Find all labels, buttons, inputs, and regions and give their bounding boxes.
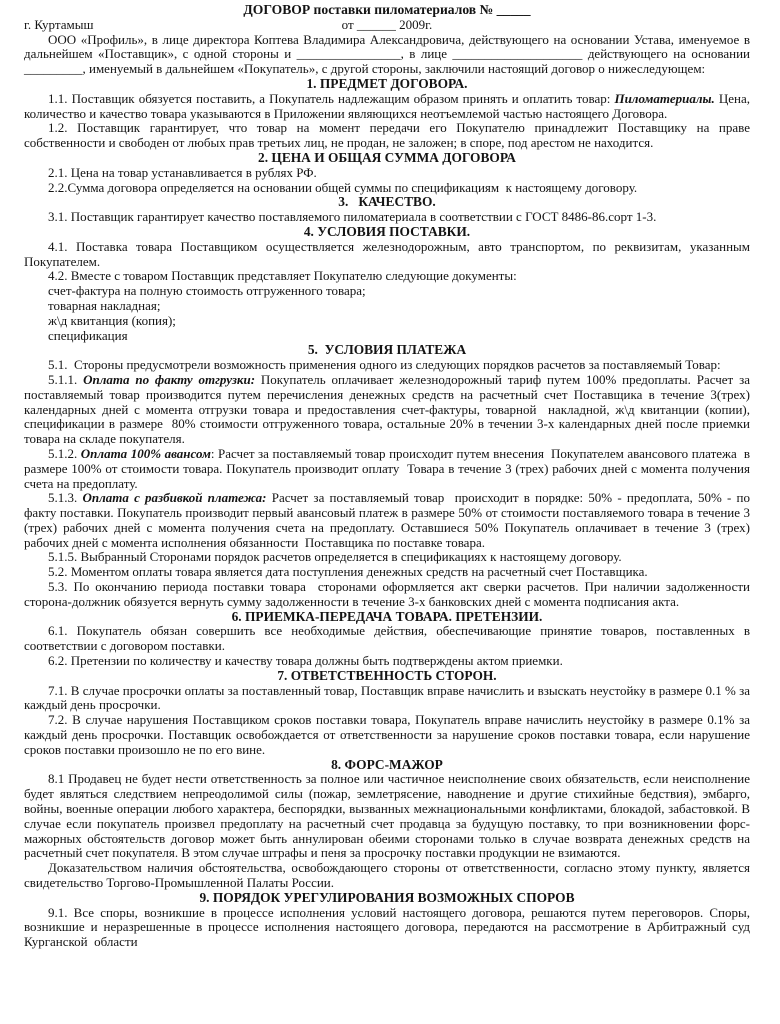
heading-section-1: 1. ПРЕДМЕТ ДОГОВОРА.: [306, 75, 468, 91]
document-list-item-3: [24, 314, 750, 329]
heading-section-3: 3. КАЧЕСТВО.: [338, 194, 436, 210]
paragraph-text: Цена, количество и качество товара указываются в Приложении являющихся неотъемлемой частью настоящего Договора.: [24, 90, 754, 121]
paragraph-text: товарная накладная;: [48, 297, 161, 313]
clause-5-3: [24, 579, 754, 610]
paragraph-text: 7.2. В случае нарушения Поставщиком сроков поставки товара, Покупатель вправе начислить неустойку в размере 0.1% за каждый день просрочки. Поставщик освобождается от ответственности за нарушение сроков поставки товара, если нарушение сроков поставки произошло не по его вине.: [24, 712, 754, 757]
paragraph-text: 5.1.5. Выбранный Сторонами порядок расчетов определяется в спецификациях к настоящему договору.: [48, 549, 622, 565]
heading-section-6: 6. ПРИЕМКА-ПЕРЕДАЧА ТОВАРА. ПРЕТЕНЗИИ.: [231, 608, 543, 624]
paragraph-text: 5.2. Моментом оплаты товара является дата поступления денежных средств на расчетный счет Поставщика.: [48, 564, 648, 580]
paragraph-text: 8.1 Продавец не будет нести ответственность за полное или частичное неисполнение своих обязательств, если неисполнение будет являться следствием непреодолимой силы (пожар, землетрясение, наводнение и другие стихийные бедствия), эмбарго, войны, военные операции любого характера, беспорядки, вызванных межнациональными конфликтами, блокадой, забастовкой. В случае если покупатель произвел предоплату на расчетный счет продавца за будущую поставку, то при возникновении форс-мажорных обстоятельств договор может быть аннулирован обеими сторонами только в случае возврата денежных средств на расчетный счет покупателя. В этом случае штрафы и пеня за просрочку поставки продукции не взимаются.: [24, 771, 754, 861]
paragraph-text: 5.3. По окончанию периода поставки товара сторонами оформляется акт сверки расчетов. При наличии задолженности сторона-должник обязуется вернуть сумму задолженности в течение 3-х банковских дней с момента подписания акта.: [24, 579, 754, 609]
paragraph-text: 7.1. В случае просрочки оплаты за поставленный товар, Поставщик вправе начислить и взыскать неустойку в размере 0.1 % за каждый день просрочки.: [24, 682, 754, 713]
paragraph-text: ж\д квитанция (копия);: [48, 312, 176, 328]
paragraph-text: Покупатель оплачивает железнодорожный тариф путем 100% предоплаты. Расчет за поставляемый товар производится путем перечисления денежных средств на расчетный счет Поставщика в течение 3(трех) календарных дней с момента отгрузки товара и предоставления счет-фактуры, товарной накладной, ж\д квитанции (копии), спецификации в размере 80% стоимости отгруженного товара, остальные 20% в течении 3-х календарных дней после приемки товара на складе покупателя.: [24, 371, 754, 447]
paragraph-text: 1.1. Поставщик обязуется поставить, а Покупатель надлежащим образом принять и оплатить товар:: [48, 90, 615, 106]
paragraph-text: Оплата с разбивкой платежа:: [82, 490, 267, 506]
city-label: г. Куртамыш: [24, 16, 94, 32]
heading-section-4: 4. УСЛОВИЯ ПОСТАВКИ.: [303, 223, 471, 239]
clause-1-2: [24, 120, 754, 151]
paragraph-text: 6.2. Претензии по количеству и качеству товара должны быть подтверждены актом приемки.: [48, 653, 563, 669]
paragraph-text: 4.1. Поставка товара Поставщиком осуществляется железнодорожным, авто транспортом, по реквизитам, указанным Покупателем.: [24, 238, 754, 269]
paragraph-text: Оплата по факту отгрузки:: [83, 371, 256, 387]
paragraph-text: 1.2. Поставщик гарантирует, что товар на момент передачи его Покупателю принадлежит Поставщику на праве собственности и свободен от любых прав третьих лиц, не продан, не заложен; в споре, под арестом не находится.: [24, 120, 754, 151]
clause-4-2: [24, 269, 750, 284]
clause-2-1: [24, 166, 750, 181]
paragraph-text: 5.1.3.: [48, 490, 83, 506]
paragraph-text: Оплата 100% авансом: [80, 445, 211, 461]
paragraph-text: Доказательством наличия обстоятельства, освобождающего стороны от ответственности, согласно этому пункту, является свидетельство Торгово-Промышленной Палаты России.: [24, 860, 754, 891]
paragraph-text: 2.2.Сумма договора определяется на основании общей суммы по спецификациям к настоящему договору.: [48, 179, 638, 195]
paragraph-text: 5.1.2.: [48, 445, 81, 461]
paragraph-text: спецификация: [48, 327, 128, 343]
document-list-item-1: [24, 284, 750, 299]
paragraph-text: 2.1. Цена на товар устанавливается в рублях РФ.: [48, 164, 317, 180]
heading-section-8: 8. ФОРС-МАЖОР: [331, 756, 443, 772]
clause-9-1: [24, 904, 754, 950]
city-date-line: [24, 18, 750, 33]
heading-section-5: 5. УСЛОВИЯ ПЛАТЕЖА: [307, 342, 467, 358]
clause-5-1-1: [24, 371, 754, 447]
contract-title: ДОГОВОР поставки пиломатериалов № _____: [243, 2, 531, 17]
clause-6-1: [24, 623, 754, 654]
clause-7-2: [24, 712, 754, 757]
paragraph-text: Расчет за поставляемый товар происходит в порядке: 50% - предоплата, 50% - по факту поставки. Покупатель производит первый авансовый платеж в размере 50% от стоимости поставляемого товара в течение 3 (трех) рабочих дней с момента получения счета на предоплату. Оставшиеся 50% Покупатель оплачивает в течение 3 (трех) рабочих дней с момента исполнения обязанности Поставщика по поставке товара.: [24, 490, 754, 550]
paragraph-text: 4.2. Вместе с товаром Поставщик представляет Покупателю следующие документы:: [48, 268, 517, 284]
paragraph-text: ООО «Профиль», в лице директора Коптева Владимира Александровича, действующего на основании Устава, именуемое в дальнейшем «Поставщик», с одной стороны и ________________, в лице ____________________ действующего на основании _________, именуемый в дальнейшем «Покупатель», с другой стороны, заключили настоящий договор о нижеследующем:: [24, 31, 754, 77]
paragraph-text: 9.1. Все споры, возникшие в процессе исполнения условий настоящего договора, решаются путем переговоров. Споры, возникшие и неразрешенные в процессе исполнения настоящего договора, передаются на рассмотрение в Арбитражный суд Курганской области: [24, 904, 754, 950]
clause-5-1-3: [24, 490, 754, 550]
clause-6-2: [24, 654, 750, 669]
clause-8-1: [24, 771, 754, 861]
clause-8-evidence: [24, 860, 754, 891]
clause-1-1: [24, 90, 754, 122]
clause-5-1: [24, 358, 750, 373]
heading-section-2: 2. ЦЕНА И ОБЩАЯ СУММА ДОГОВОРА: [258, 149, 516, 165]
paragraph-text: 6.1. Покупатель обязан совершить все необходимые действия, обеспечивающие принятие товаров, поставленных в соответствии с договором поставки.: [24, 623, 754, 654]
clause-5-2: [24, 565, 750, 580]
paragraph-text: 5.1. Стороны предусмотрели возможность применения одного из следующих порядков расчетов за поставляемый Товар:: [48, 357, 721, 373]
clause-5-1-2: [24, 445, 754, 491]
paragraph-text: Пиломатериалы.: [614, 90, 715, 106]
heading-section-9: 9. ПОРЯДОК УРЕГУЛИРОВАНИЯ ВОЗМОЖНЫХ СПОРОВ: [199, 889, 575, 905]
document-list-item-2: [24, 299, 750, 314]
date-blank-label: от ______ 2009г.: [341, 16, 433, 32]
heading-section-7: 7. ОТВЕТСТВЕННОСТЬ СТОРОН.: [277, 667, 497, 683]
clause-2-2: [24, 181, 750, 196]
clause-4-1: [24, 238, 754, 270]
paragraph-text: : Расчет за поставляемый товар происходит путем внесения Покупателем авансового платежа в размере 100% от стоимости товара. Покупатель производит оплату Товара в течение 3 (трех) рабочих дней с момента получения счета на предоплату.: [24, 445, 754, 491]
clause-3-1: [24, 210, 750, 225]
contract-body: [24, 31, 754, 950]
clause-5-1-5: [24, 550, 750, 565]
paragraph-text: 5.1.1.: [48, 371, 84, 387]
paragraph-text: счет-фактура на полную стоимость отгруженного товара;: [48, 283, 366, 299]
document-list-item-4: [24, 329, 750, 344]
intro-paragraph: [24, 31, 754, 77]
clause-7-1: [24, 682, 754, 714]
paragraph-text: 3.1. Поставщик гарантирует качество поставляемого пиломатериала в соответствии с ГОСТ 8486-86.сорт 1-3.: [48, 209, 657, 225]
